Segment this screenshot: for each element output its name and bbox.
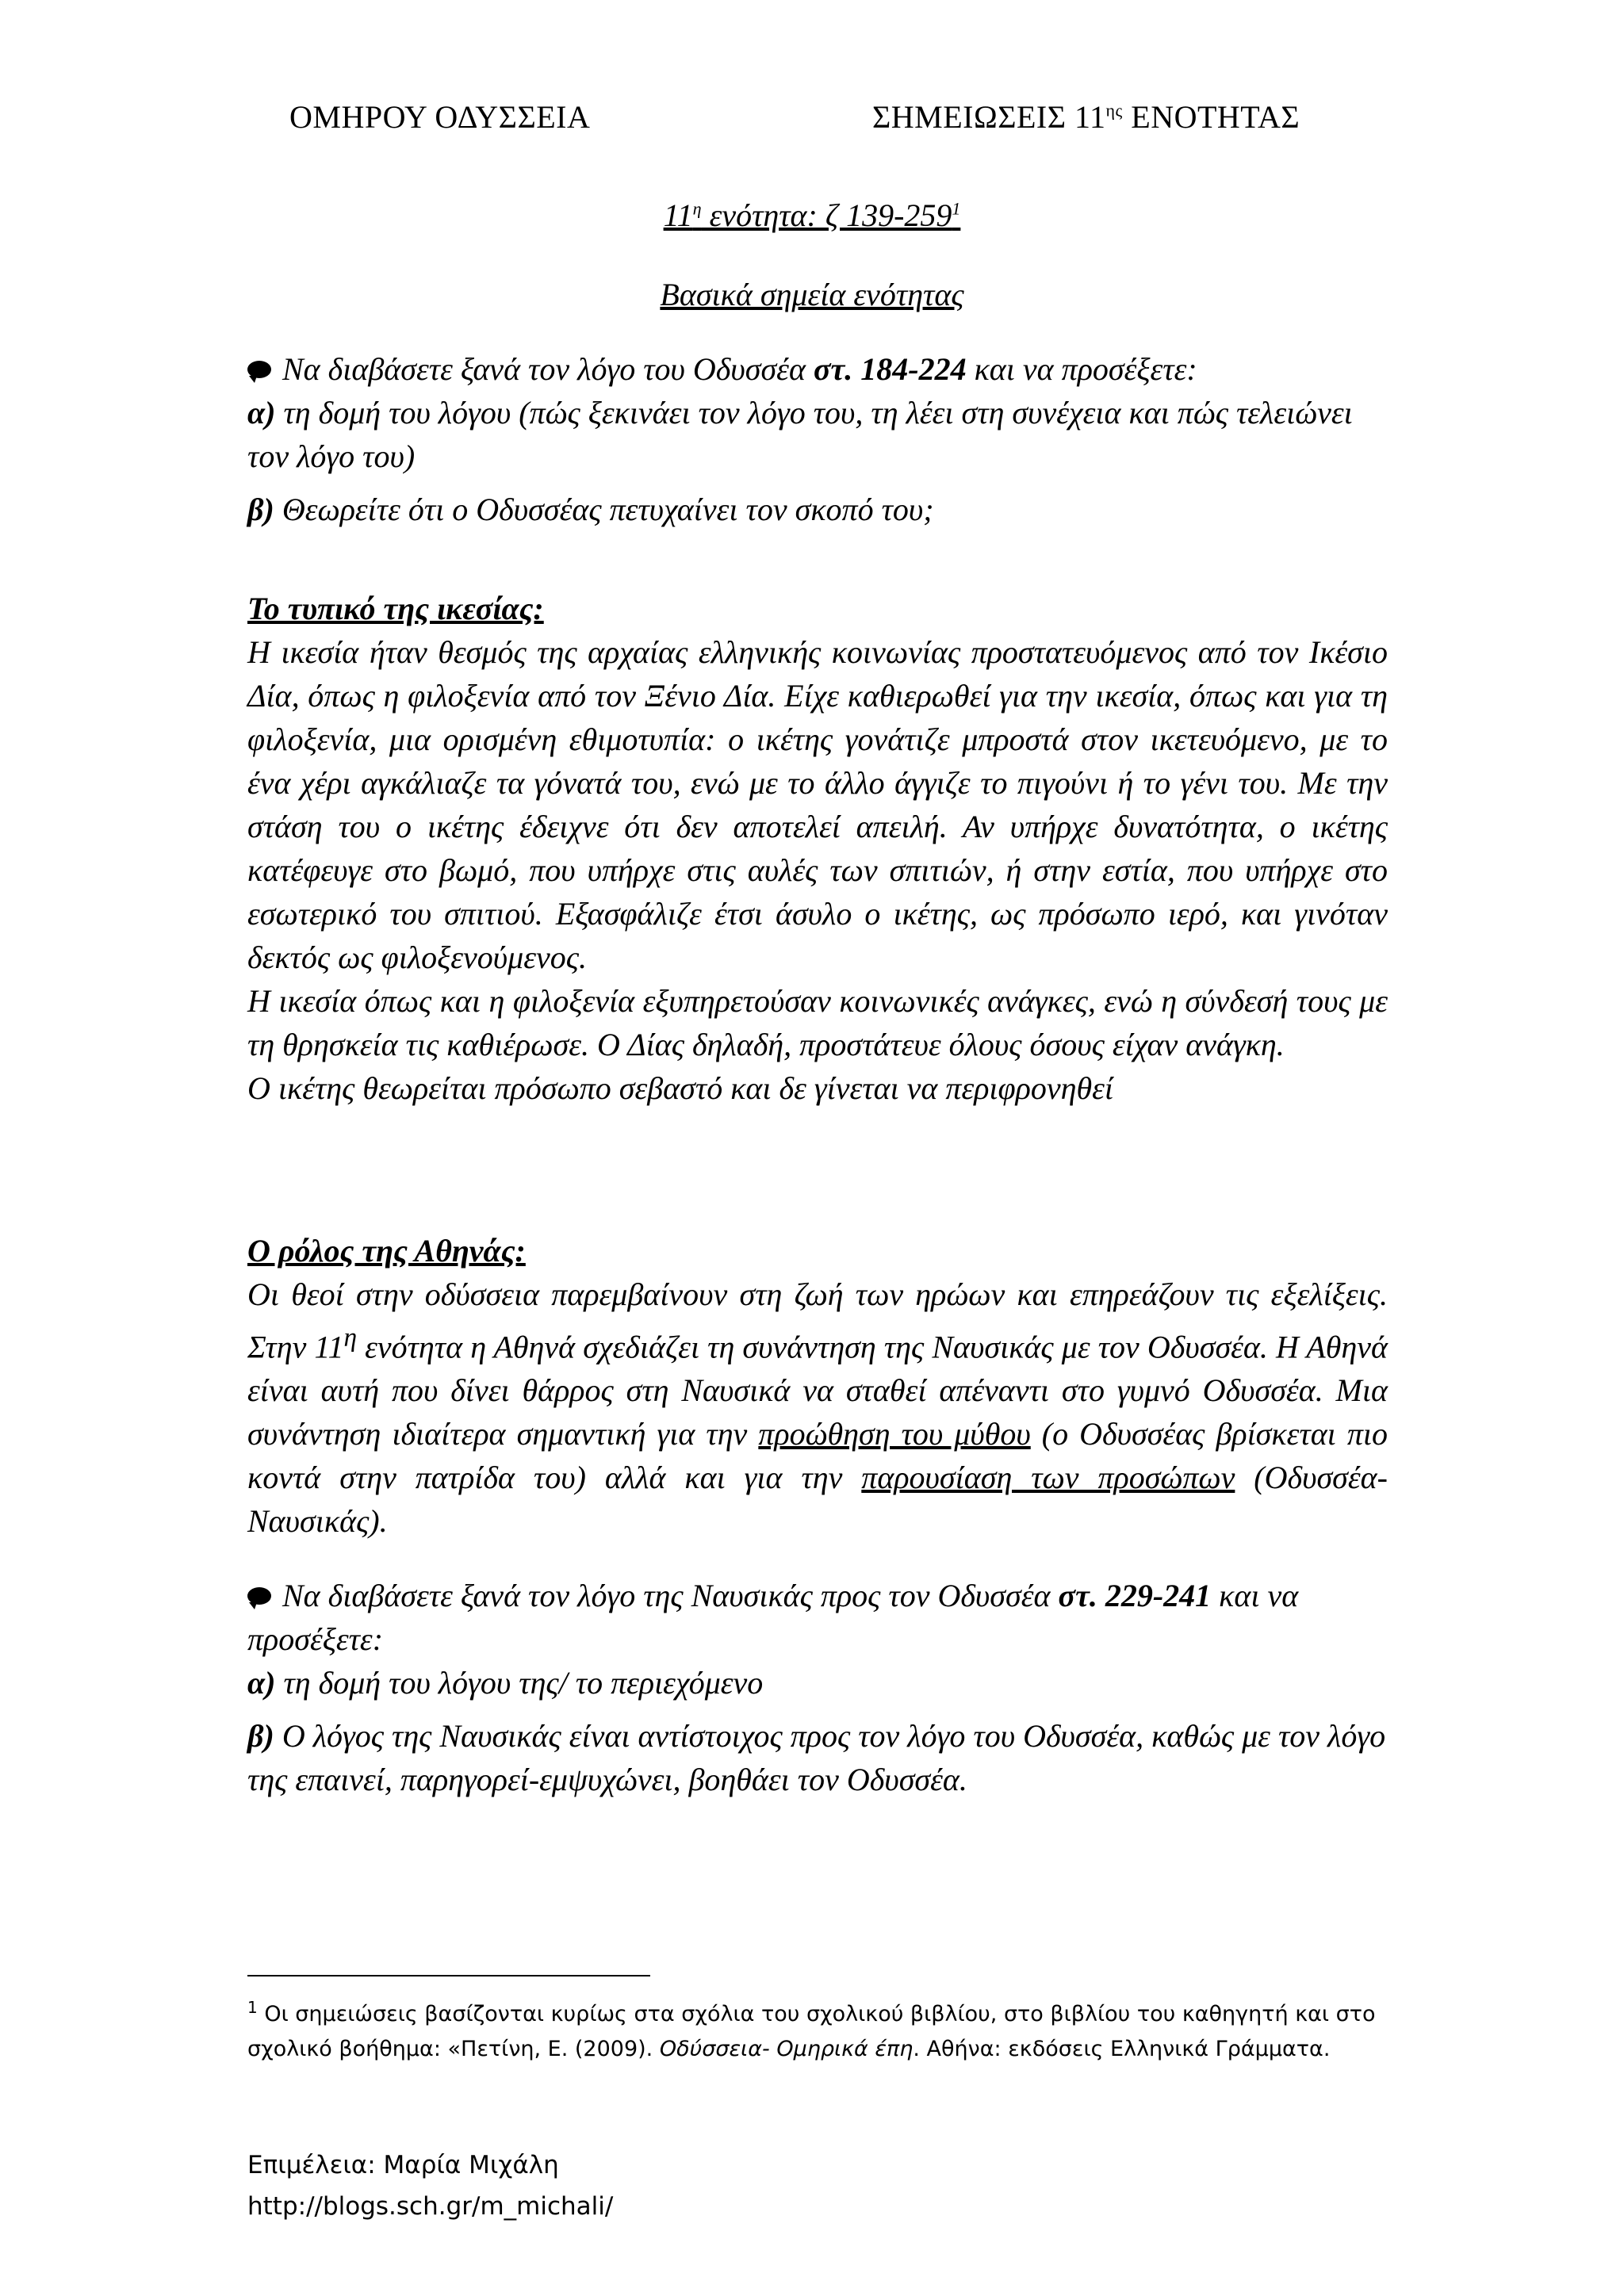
page-title: $11^\eta$ ενότητα: ζ $139-259^1$ (663, 197, 961, 233)
page-subtitle: Βασικά σημεία ενότητας (660, 277, 964, 312)
footer-url[interactable]: http://blogs.sch.gr/m_michali/ (247, 2192, 614, 2221)
section-heading: Ο ρόλος της Αθηνάς: (247, 1233, 526, 1269)
task-2-item-b: β) Ο λόγος της Ναυσικάς είναι αντίστοιχος προς τον λόγο του Οδυσσέα, καθώς με τον λόγο της επαινεί, παρηγορεί-εμψυχώνει, βοηθάει τον Οδυσσέα. (247, 1718, 1386, 1797)
footer-editor: Επιμέλεια: Μαρία Μιχάλη (247, 2151, 559, 2179)
footnote-divider (247, 1975, 650, 1976)
footnote-mark: 1 (952, 198, 961, 219)
task-2-item-a: α) τη δομή του λόγου της/ το περιεχόμενο (247, 1665, 764, 1701)
section-supplication (247, 587, 1388, 1110)
task-1 (247, 347, 1388, 531)
speech-bubble-icon (247, 1587, 271, 1605)
task-1-prompt: Να διαβάσετε ξανά τον λόγο του Οδυσσέα στ. 184-224 και να προσέξετε: (247, 347, 1388, 391)
footer (247, 2145, 613, 2227)
speech-bubble-icon (247, 361, 271, 378)
paragraph: Η ικεσία ήταν θεσμός της αρχαίας ελληνικής κοινωνίας προστατευόμενος από τον Ικέσιο Δία, όπως η φιλοξενία από τον Ξένιο Δία. Είχε καθιερωθεί για την ικεσία, όπως και για τη φιλοξενία, μια ορισμένη εθιμοτυπία: ο ικέτης γονάτιζε μπροστά στον ικετευόμενο, με το ένα χέρι αγκάλιαζε τα γόνατά του, ενώ με το άλλο άγγιζε το πιγούνι ή το γένι του. Με την στάση του ο ικέτης έδειχνε ότι δεν αποτελεί απειλή. Αν υπήρχε δυνατότητα, ο ικέτης κατέφευγε στο βωμό, που υπήρχε στις αυλές των σπιτιών, ή στην εστία, που υπήρχε στο εσωτερικό του σπιτιού. Εξασφάλιζε έτσι άσυλο ο ικέτης, ως πρόσωπο ιερό, και γινόταν δεκτός ως φιλοξενούμενος. (247, 634, 1388, 975)
header-left: ΟΜΗΡΟΥ ΟΔΥΣΣΕΙΑ (289, 99, 591, 135)
paragraph: Ο ικέτης θεωρείται πρόσωπο σεβαστό και δε γίνεται να περιφρονηθεί (247, 1070, 1113, 1106)
task-1-item-b: β) Θεωρείτε ότι ο Οδυσσέας πετυχαίνει τον σκοπό του; (247, 492, 934, 527)
paragraph: Η ικεσία όπως και η φιλοξενία εξυπηρετούσαν κοινωνικές ανάγκες, ενώ η σύνδεσή τους με τη θρησκεία τις καθιέρωσε. Ο Δίας δηλαδή, προστάτευε όλους όσους είχαν ανάγκη. (247, 983, 1388, 1062)
task-1-item-a: α) τη δομή του λόγου (πώς ξεκινάει τον λόγο του, τη λέει στη συνέχεια και πώς τελειώνει τον λόγο του) (247, 395, 1353, 474)
task-2 (247, 1574, 1388, 1801)
paragraph: Οι θεοί στην οδύσσεια παρεμβαίνουν στη ζωή των ηρώων και επηρεάζουν τις εξελίξεις. Στην $11^\eta$ ενότητα η Αθηνά σχεδιάζει τη συνάντηση της Ναυσικάς με τον Οδυσσέα. Η Αθηνά είναι αυτή που δίνει θάρρος στη Ναυσικά να σταθεί απέναντι στο γυμνό Οδυσσέα. Μια συνάντηση ιδιαίτερα σημαντική για την προώθηση του μύθου (ο Οδυσσέας βρίσκεται πιο κοντά στην πατρίδα του) αλλά και για την παρουσίαση των προσώπων (Οδυσσέα-Ναυσικάς). (247, 1276, 1388, 1540)
section-heading: Το τυπικό της ικεσίας: (247, 591, 544, 626)
header-right: ΣΗΜΕΙΩΣΕΙΣ $11^{\eta\varsigma}$ ΕΝΟΤΗΤΑΣ (872, 99, 1300, 135)
section-athena (247, 1229, 1388, 1543)
task-2-prompt: Να διαβάσετε ξανά τον λόγο της Ναυσικάς προς τον Οδυσσέα στ. 229-241 και να προσέξετε: (247, 1578, 1299, 1657)
footnote: $^1$ Οι σημειώσεις βασίζονται κυρίως στα σχόλια του σχολικού βιβλίου, στο βιβλίου του καθηγητή και στο σχολικό βοήθημα: «Πετίνη, Ε. (2009). Οδύσσεια- Ομηρικά έπη. Αθήνα: εκδόσεις Ελληνικά Γράμματα. (247, 1998, 1376, 2061)
